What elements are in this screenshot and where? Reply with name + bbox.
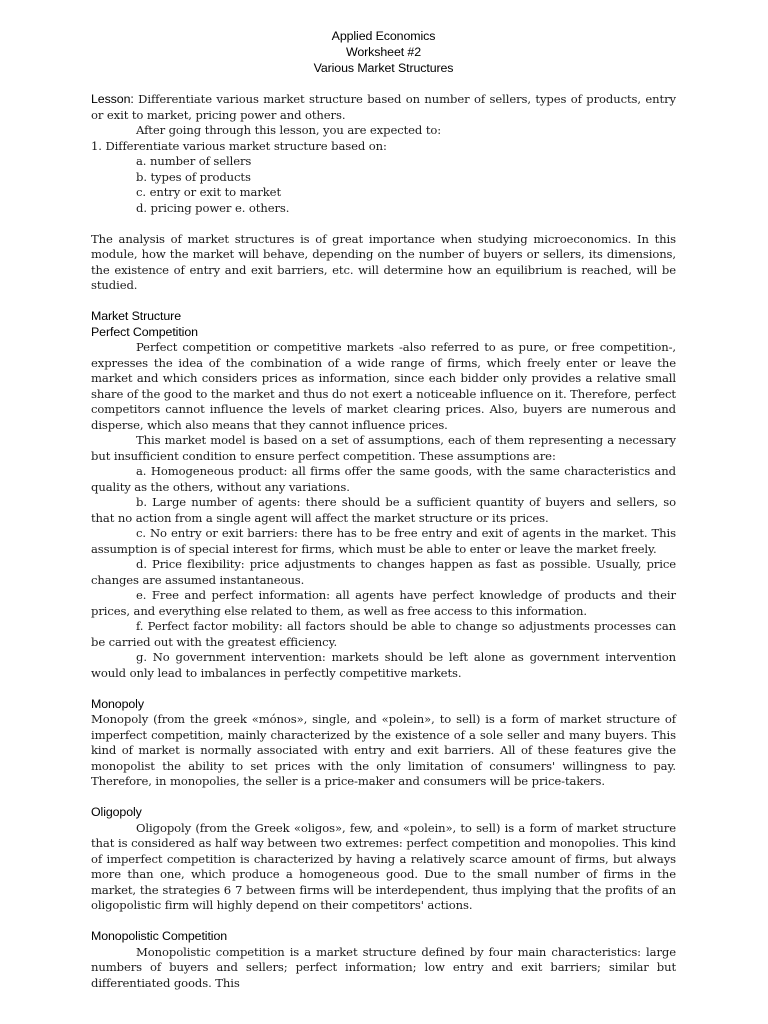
worksheet-number: Worksheet #2 xyxy=(345,45,422,59)
lesson-text: Differentiate various market structure based on number of sellers, types of products, entry or exit to market, pricing power and others. xyxy=(91,92,676,122)
monopoly-heading: Monopoly xyxy=(91,696,144,711)
assumption-item: e. Free and perfect information: all agents have perfect knowledge of products and their prices, and everything else related to them, as well as free access to this information. xyxy=(91,588,676,618)
assumption-item: b. Large number of agents: there should be a sufficient quantity of buyers and sellers, so that no action from a single agent will affect the market structure or its prices. xyxy=(91,495,676,525)
monopoly-paragraph: Monopoly (from the greek «mónos», single, and «polein», to sell) is a form of market structure of imperfect competition, mainly characterized by the existence of a sole seller and many buyers. This kind of market is normally associated with entry and exit barriers. All of these features give the monopolist the ability to set prices with the only limitation of consumers' willingness to pay. Therefore, in monopolies, the seller is a price-maker and consumers will be price-takers. xyxy=(91,712,676,788)
monopolistic-competition-heading: Monopolistic Competition xyxy=(91,929,228,943)
lesson-label: Lesson: xyxy=(91,92,134,106)
objective-item: b. types of products xyxy=(136,169,251,184)
objective-item: c. entry or exit to market xyxy=(136,185,282,199)
objective-item: d. pricing power e. others. xyxy=(136,200,290,215)
assumption-item: g. No government intervention: markets should be left alone as government intervention would only lead to imbalances in perfectly competitive markets. xyxy=(91,650,676,680)
worksheet-page xyxy=(91,28,676,991)
objective-item: a. number of sellers xyxy=(136,154,252,168)
oligopoly-paragraph: Oligopoly (from the Greek «oligos», few, and «polein», to sell) is a form of market structure that is considered as half way between two extremes: perfect competition and monopolies. This kind of imperfect competition is characterized by having a relatively scarce amount of firms, but always more than one, which produce a homogeneous good. Due to the small number of firms in the market, the strategies 6 7 between firms will be interdependent, thus implying that the profits of an oligopolistic firm will highly depend on their competitors' actions. xyxy=(91,820,676,912)
assumption-item: c. No entry or exit barriers: there has to be free entry and exit of agents in the market. This assumption is of special interest for firms, which must be able to enter or leave the market freely. xyxy=(91,526,676,556)
course-title: Applied Economics xyxy=(331,29,436,43)
assumption-item: a. Homogeneous product: all firms offer the same goods, with the same characteristics and quality as the others, without any variations. xyxy=(91,464,676,494)
lesson-intro: After going through this lesson, you are expected to: xyxy=(136,123,442,137)
lesson-paragraph xyxy=(91,92,676,123)
analysis-paragraph: The analysis of market structures is of great importance when studying microeconomics. In this module, how the market will behave, depending on the number of buyers or sellers, its dimensions, the existence of entry and exit barriers, etc. will determine how an equilibrium is reached, will be studied. xyxy=(91,231,676,292)
assumption-item: d. Price flexibility: price adjustments to changes happen as fast as possible. Usually, price changes are assumed instantaneous. xyxy=(91,557,676,587)
worksheet-topic: Various Market Structures xyxy=(313,61,454,75)
monopolistic-competition-paragraph: Monopolistic competition is a market structure defined by four main characteristics: large numbers of buyers and sellers; perfect information; low entry and exit barriers; similar but differentiated goods. This xyxy=(91,944,676,990)
perfect-competition-heading: Perfect Competition xyxy=(91,324,198,339)
market-structure-heading: Market Structure xyxy=(91,309,181,323)
oligopoly-heading: Oligopoly xyxy=(91,805,142,819)
assumption-item: f. Perfect factor mobility: all factors should be able to change so adjustments processes can be carried out with the greatest efficiency. xyxy=(91,619,676,649)
perfect-competition-p2: This market model is based on a set of assumptions, each of them representing a necessary but insufficient condition to ensure perfect competition. These assumptions are: xyxy=(91,433,676,463)
perfect-competition-p1: Perfect competition or competitive markets -also referred to as pure, or free competition-, expresses the idea of the combination of a wide range of firms, which freely enter or leave the market and which considers prices as information, since each bidder only provides a relative small share of the good to the market and thus do not exert a noticeable influence on it. Therefore, perfect competitors cannot influence the levels of market clearing prices. Also, buyers are numerous and disperse, which also means that they cannot influence prices. xyxy=(91,340,676,432)
lesson-objective: 1. Differentiate various market structure based on: xyxy=(91,138,387,153)
